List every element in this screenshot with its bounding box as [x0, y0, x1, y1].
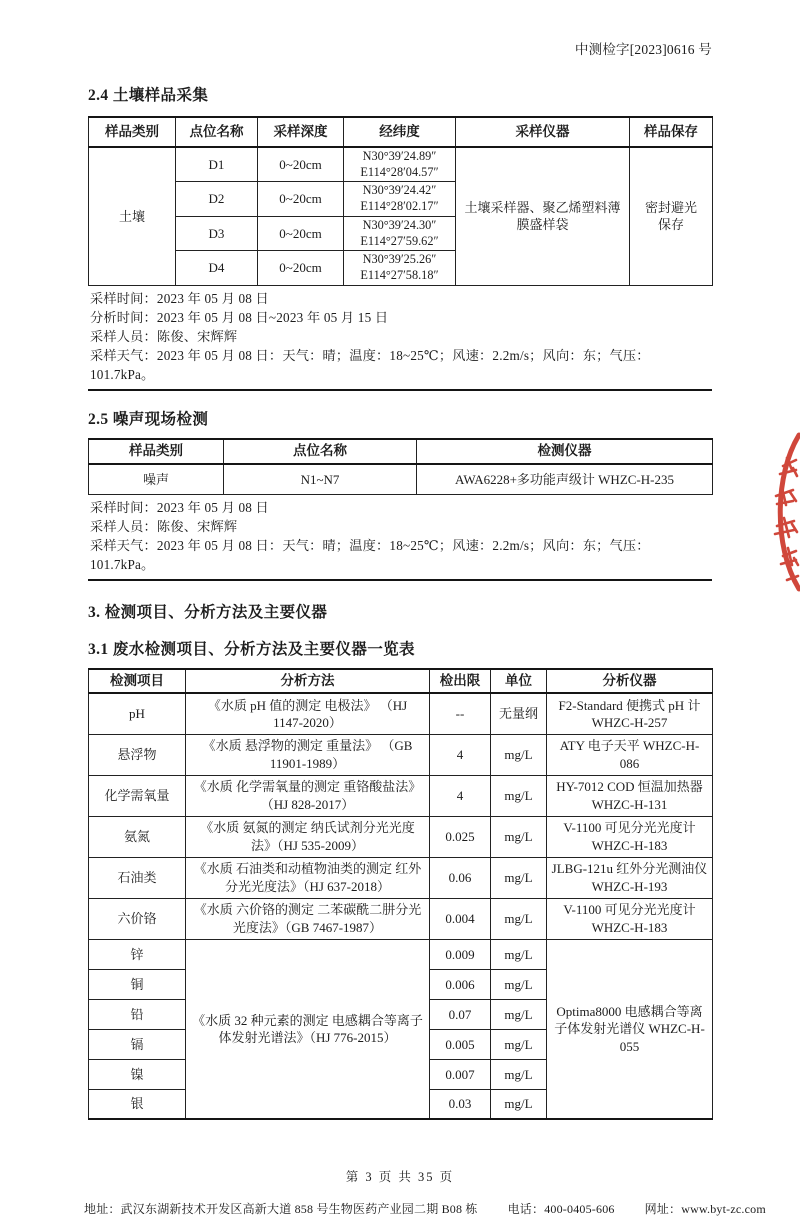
footer-phone: 电话：400-0405-606: [507, 1202, 615, 1217]
limit-cell: 0.009: [430, 939, 491, 969]
unit-cell: 无量纲: [491, 693, 547, 734]
soil-table-header-row: [89, 117, 713, 147]
item-cell: 镍: [89, 1059, 186, 1089]
item-cell: 锌: [89, 939, 186, 969]
instrument-cell: V-1100 可见分光光度计 WHZC-H-183: [547, 816, 713, 857]
noise-col-sample-type: 样品类别: [89, 439, 224, 464]
soil-row-d1: [89, 147, 713, 182]
ww-row-zn: [89, 939, 713, 969]
wastewater-table: [88, 668, 713, 1120]
ww-row-cr6: [89, 898, 713, 939]
unit-cell: mg/L: [491, 816, 547, 857]
metals-instrument-cell: Optima8000 电感耦合等离子体发射光谱仪 WHZC-H-055: [547, 939, 713, 1119]
metals-method-cell: 《水质 32 种元素的测定 电感耦合等离子体发射光谱法》（HJ 776-2015）: [186, 939, 430, 1119]
soil-preservation-cell: [630, 147, 713, 285]
soil-table-block: [88, 116, 712, 391]
limit-cell: 0.005: [430, 1029, 491, 1059]
soil-coord-cell: [344, 216, 456, 250]
section-2-5-title: 2.5 噪声现场检测: [88, 410, 209, 428]
instrument-cell: HY-7012 COD 恒温加热器 WHZC-H-131: [547, 775, 713, 816]
soil-depth-cell: 0~20cm: [258, 182, 344, 216]
soil-depth-cell: 0~20cm: [258, 216, 344, 250]
unit-cell: mg/L: [491, 999, 547, 1029]
ww-col-limit: 检出限: [430, 669, 491, 693]
noise-data-row: [89, 464, 713, 495]
latitude: N30°39′24.42″: [362, 183, 437, 198]
soil-depth-cell: 0~20cm: [258, 251, 344, 285]
noise-col-point-name: 点位名称: [224, 439, 417, 464]
noise-table-block: [88, 438, 712, 582]
limit-cell: 4: [430, 775, 491, 816]
limit-cell: 0.007: [430, 1059, 491, 1089]
soil-sampler-cell: 土壤采样器、聚乙烯塑料薄膜盛样袋: [456, 147, 630, 285]
ww-row-ss: [89, 734, 713, 775]
latitude: N30°39′24.89″: [362, 149, 437, 163]
soil-coord-cell: [344, 182, 456, 216]
limit-cell: 0.03: [430, 1089, 491, 1119]
item-cell: 悬浮物: [89, 734, 186, 775]
soil-point-cell: D4: [176, 251, 258, 285]
ww-table-header-row: [89, 669, 713, 693]
soil-sampling-table: [88, 116, 713, 286]
soil-sample-type-cell: 土壤: [89, 147, 176, 285]
soil-coord-cell: [344, 251, 456, 285]
unit-cell: mg/L: [491, 775, 547, 816]
preservation-text: 密封避光保存: [644, 199, 697, 233]
limit-cell: 0.07: [430, 999, 491, 1029]
soil-col-coords: 经纬度: [344, 117, 456, 147]
footer-address: 地址：武汉东湖新技术开发区高新大道 858 号生物医药产业园二期 B08 栋: [84, 1202, 478, 1217]
soil-point-cell: D2: [176, 182, 258, 216]
soil-col-preservation: 样品保存: [630, 117, 713, 147]
noise-instrument-cell: AWA6228+多功能声级计 WHZC-H-235: [417, 464, 713, 495]
ww-row-ph: [89, 693, 713, 734]
item-cell: 六价铬: [89, 898, 186, 939]
ww-col-instrument: 分析仪器: [547, 669, 713, 693]
noise-table: [88, 438, 713, 496]
section-3-1-title: 3.1 废水检测项目、分析方法及主要仪器一览表: [88, 641, 415, 659]
noise-col-instrument: 检测仪器: [417, 439, 713, 464]
sampling-staff-note: 采样人员：陈俊、宋辉辉: [90, 519, 238, 535]
longitude: E114°27′58.18″: [360, 268, 439, 283]
section-2-4-title: 2.4 土壤样品采集: [88, 87, 209, 104]
soil-col-point-name: 点位名称: [176, 117, 258, 147]
ww-row-nh3n: [89, 816, 713, 857]
limit-cell: 0.06: [430, 857, 491, 898]
sampling-staff-note: 采样人员：陈俊、宋辉辉: [90, 328, 238, 344]
ww-col-unit: 单位: [491, 669, 547, 693]
ww-col-item: 检测项目: [89, 669, 186, 693]
item-cell: 化学需氧量: [89, 775, 186, 816]
unit-cell: mg/L: [491, 734, 547, 775]
ww-row-cod: [89, 775, 713, 816]
method-cell: 《水质 石油类和动植物油类的测定 红外分光光度法》（HJ 637-2018）: [186, 857, 430, 898]
item-cell: 铅: [89, 999, 186, 1029]
item-cell: pH: [89, 693, 186, 734]
unit-cell: mg/L: [491, 939, 547, 969]
item-cell: 银: [89, 1089, 186, 1119]
item-cell: 氨氮: [89, 816, 186, 857]
unit-cell: mg/L: [491, 898, 547, 939]
soil-col-sample-type: 样品类别: [89, 117, 176, 147]
method-cell: 《水质 六价铬的测定 二苯碳酰二肼分光光度法》（GB 7467-1987）: [186, 898, 430, 939]
soil-coord-cell: [344, 147, 456, 182]
method-cell: 《水质 化学需氧量的测定 重铬酸盐法》（HJ 828-2017）: [186, 775, 430, 816]
soil-col-sampler: 采样仪器: [456, 117, 630, 147]
noise-points-cell: N1~N7: [224, 464, 417, 495]
unit-cell: mg/L: [491, 969, 547, 999]
unit-cell: mg/L: [491, 857, 547, 898]
limit-cell: 0.004: [430, 898, 491, 939]
unit-cell: mg/L: [491, 1029, 547, 1059]
sampling-weather-note: 采样天气：2023 年 05 月 08 日：天气：晴；温度：18~25℃；风速：2.2m/s；风向：东；气压：101.7kPa。: [90, 538, 650, 573]
soil-depth-cell: 0~20cm: [258, 147, 344, 182]
section-3-title: 3. 检测项目、分析方法及主要仪器: [88, 604, 328, 622]
unit-cell: mg/L: [491, 1059, 547, 1089]
doc-number: 中测检字[2023]0616 号: [574, 42, 712, 57]
footer-contact: [84, 1200, 766, 1217]
instrument-cell: JLBG-121u 红外分光测油仪 WHZC-H-193: [547, 857, 713, 898]
page-number: 第 3 页 共 35 页: [345, 1170, 455, 1185]
item-cell: 镉: [89, 1029, 186, 1059]
limit-cell: --: [430, 693, 491, 734]
noise-table-header-row: [89, 439, 713, 464]
footer-website: 网址：www.byt-zc.com: [644, 1202, 766, 1217]
item-cell: 石油类: [89, 857, 186, 898]
soil-table-notes: [88, 286, 712, 389]
longitude: E114°27′59.62″: [360, 233, 439, 248]
analysis-time-note: 分析时间：2023 年 05 月 08 日~2023 年 05 月 15 日: [90, 309, 389, 325]
method-cell: 《水质 悬浮物的测定 重量法》 （GB 11901-1989）: [186, 734, 430, 775]
method-cell: 《水质 氨氮的测定 纳氏试剂分光光度法》（HJ 535-2009）: [186, 816, 430, 857]
latitude: N30°39′25.26″: [362, 252, 437, 267]
limit-cell: 4: [430, 734, 491, 775]
soil-col-depth: 采样深度: [258, 117, 344, 147]
sampling-time-note: 采样时间：2023 年 05 月 08 日: [90, 290, 269, 306]
ww-col-method: 分析方法: [186, 669, 430, 693]
item-cell: 铜: [89, 969, 186, 999]
unit-cell: mg/L: [491, 1089, 547, 1119]
longitude: E114°28′02.17″: [360, 199, 439, 214]
instrument-cell: ATY 电子天平 WHZC-H-086: [547, 734, 713, 775]
limit-cell: 0.006: [430, 969, 491, 999]
instrument-cell: V-1100 可见分光光度计 WHZC-H-183: [547, 898, 713, 939]
soil-point-cell: D1: [176, 147, 258, 182]
instrument-cell: F2-Standard 便携式 pH 计 WHZC-H-257: [547, 693, 713, 734]
noise-table-notes: [88, 495, 712, 579]
longitude: E114°28′04.57″: [360, 164, 439, 179]
ww-row-petroleum: [89, 857, 713, 898]
noise-sample-type-cell: 噪声: [89, 464, 224, 495]
method-cell: 《水质 pH 值的测定 电极法》 （HJ 1147-2020）: [186, 693, 430, 734]
limit-cell: 0.025: [430, 816, 491, 857]
sampling-weather-note: 采样天气：2023 年 05 月 08 日：天气：晴；温度：18~25℃；风速：2.2m/s；风向：东；气压：101.7kPa。: [90, 347, 650, 382]
sampling-time-note: 采样时间：2023 年 05 月 08 日: [90, 500, 269, 516]
latitude: N30°39′24.30″: [362, 217, 437, 232]
soil-point-cell: D3: [176, 216, 258, 250]
